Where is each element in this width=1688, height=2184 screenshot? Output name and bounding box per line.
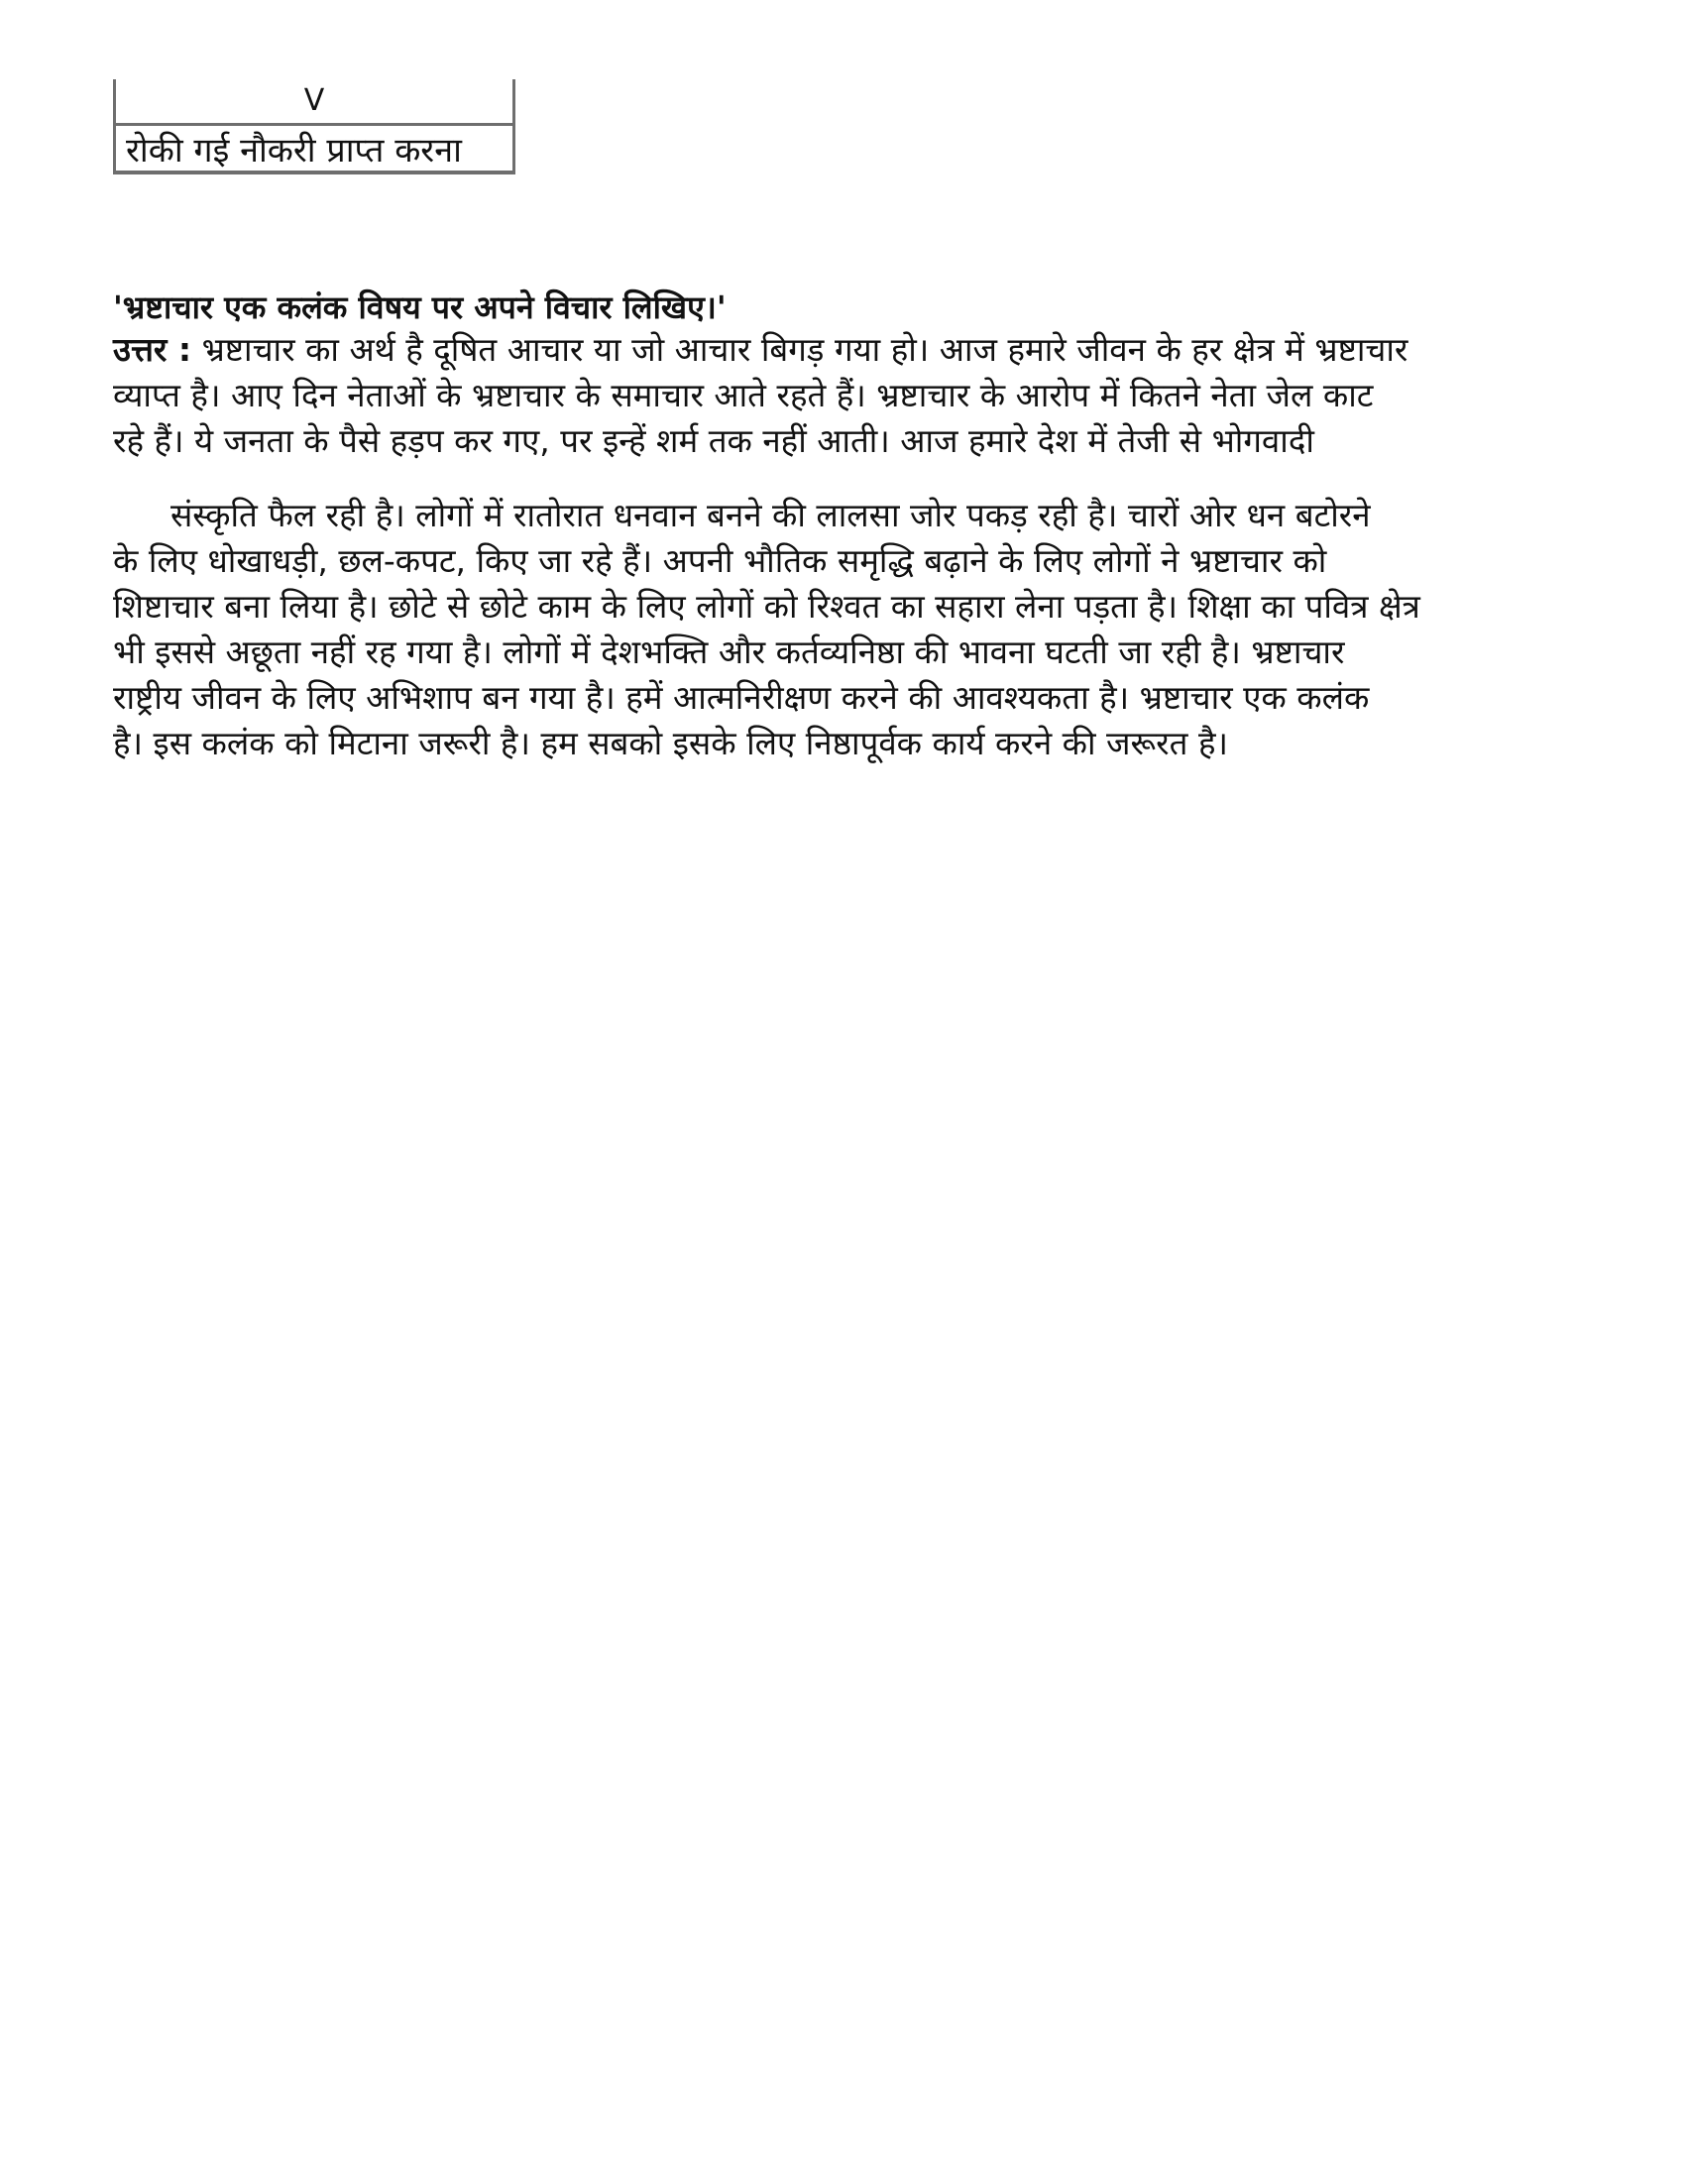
question-heading: 'भ्रष्टाचार एक कलंक विषय पर अपने विचार लिखिए।' <box>113 288 727 326</box>
answer-line <box>113 327 1600 373</box>
flow-result: रोकी गई नौकरी प्राप्त करना <box>116 123 512 174</box>
answer-paragraph-2 <box>113 493 1600 766</box>
flow-arrow: V <box>303 83 325 118</box>
answer-paragraph-1 <box>113 327 1600 464</box>
answer-line: रहे हैं। ये जनता के पैसे हड़प कर गए, पर इन्हें शर्म तक नहीं आती। आज हमारे देश में तेजी से भोगवादी <box>113 421 1314 460</box>
answer-line: भी इससे अछूता नहीं रह गया है। लोगों में देशभक्ति और कर्तव्यनिष्ठा की भावना घटती जा रही है। भ्रष्टाचार <box>113 632 1345 671</box>
answer-line: व्याप्त है। आए दिन नेताओं के भ्रष्टाचार के समाचार आते रहते हैं। भ्रष्टाचार के आरोप में कितने नेता जेल काट <box>113 376 1374 414</box>
flow-box <box>113 79 515 174</box>
answer-line: राष्ट्रीय जीवन के लिए अभिशाप बन गया है। हमें आत्मनिरीक्षण करने की आवश्यकता है। भ्रष्टाचार एक कलंक <box>113 678 1370 717</box>
answer-line: के लिए धोखाधड़ी, छल-कपट, किए जा रहे हैं। अपनी भौतिक समृद्धि बढ़ाने के लिए लोगों ने भ्रष्टाचार को <box>113 541 1327 580</box>
answer-label: उत्तर : <box>113 330 192 369</box>
answer-line: संस्कृति फैल रही है। लोगों में रातोरात धनवान बनने की लालसा जोर पकड़ रही है। चारों ओर धन बटोरने <box>170 496 1371 534</box>
answer-line: है। इस कलंक को मिटाना जरूरी है। हम सबको इसके लिए निष्ठापूर्वक कार्य करने की जरूरत है। <box>113 724 1229 762</box>
answer-line: शिष्टाचार बना लिया है। छोटे से छोटे काम के लिए लोगों को रिश्वत का सहारा लेना पड़ता है। शिक्षा का पवित्र क्षेत्र <box>113 587 1420 626</box>
answer-line-text: भ्रष्टाचार का अर्थ है दूषित आचार या जो आचार बिगड़ गया हो। आज हमारे जीवन के हर क्षेत्र में भ्रष्टाचार <box>191 330 1408 369</box>
